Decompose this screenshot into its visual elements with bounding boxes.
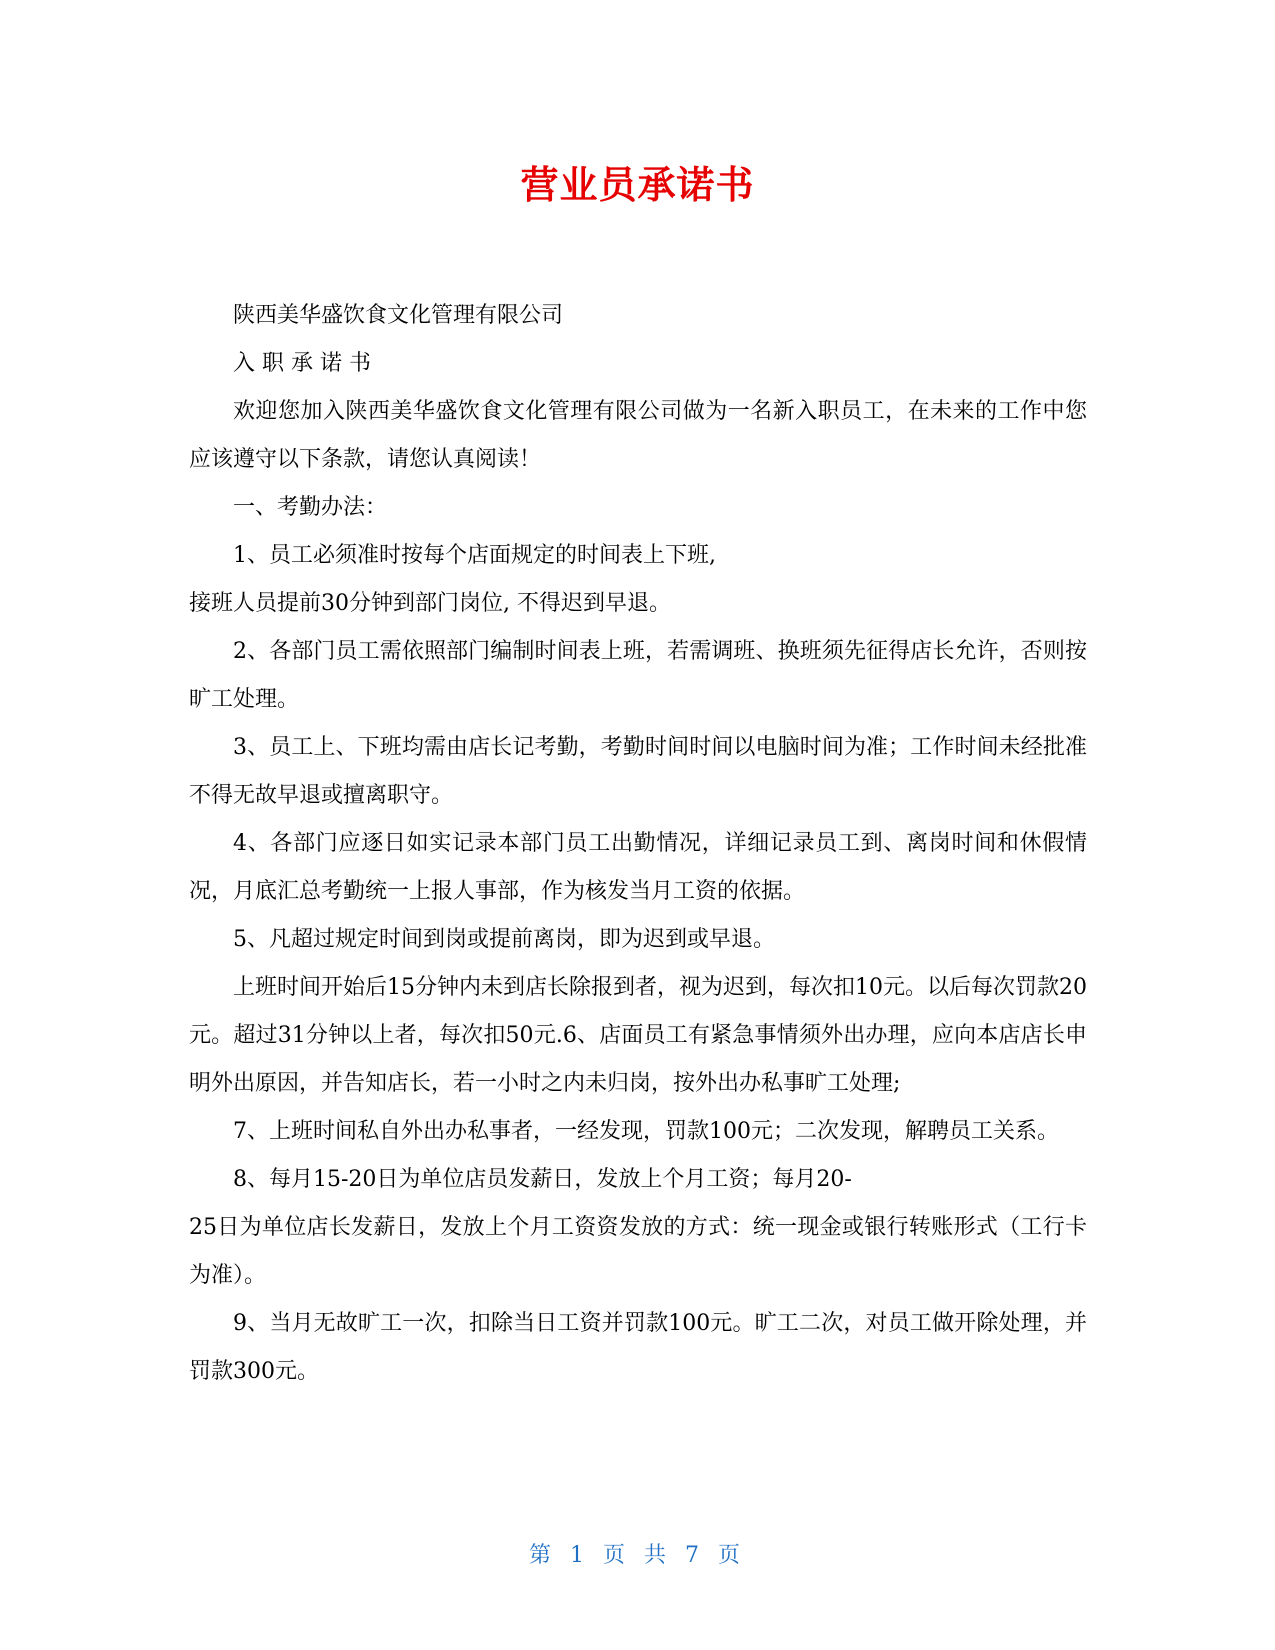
section-heading: 一、考勤办法： (233, 495, 388, 520)
clause-1-line-2: 接班人员提前30分钟到部门岗位, 不得迟到早退。 (189, 591, 671, 616)
clause-9: 9、当月无故旷工一次，扣除当日工资并罚款100元。旷工二次，对员工做开除处理，并罚款300元。 (189, 1311, 1087, 1384)
document-body (189, 292, 1087, 1396)
page-footer: 第 1 页 共 7 页 (529, 1543, 746, 1568)
clause-4: 4、各部门应逐日如实记录本部门员工出勤情况，详细记录员工到、离岗时间和休假情况，月底汇总考勤统一上报人事部，作为核发当月工资的依据。 (189, 831, 1087, 904)
clause-5-detail: 上班时间开始后15分钟内未到店长除报到者，视为迟到，每次扣10元。以后每次罚款20元。超过31分钟以上者，每次扣50元.6、店面员工有紧急事情须外出办理，应向本店店长申明外出原因，并告知店长，若一小时之内未归岗，按外出办私事旷工处理; (189, 975, 1087, 1096)
document-title: 营业员承诺书 (520, 163, 755, 207)
clause-2: 2、各部门员工需依照部门编制时间表上班，若需调班、换班须先征得店长允许，否则按旷工处理。 (189, 639, 1087, 712)
clause-5: 5、凡超过规定时间到岗或提前离岗，即为迟到或早退。 (233, 927, 775, 952)
subheading: 入 职 承 诺 书 (233, 351, 371, 376)
clause-1-line-1: 1、员工必须准时按每个店面规定的时间表上下班, (233, 543, 716, 568)
clause-7: 7、上班时间私自外出办私事者，一经发现，罚款100元；二次发现，解聘员工关系。 (233, 1119, 1059, 1144)
clause-3: 3、员工上、下班均需由店长记考勤，考勤时间时间以电脑时间为准；工作时间未经批准不得无故早退或擅离职守。 (189, 735, 1087, 808)
welcome-paragraph: 欢迎您加入陕西美华盛饮食文化管理有限公司做为一名新入职员工，在未来的工作中您应该遵守以下条款，请您认真阅读！ (189, 399, 1087, 472)
clause-8-line-2: 25日为单位店长发薪日，发放上个月工资资发放的方式：统一现金或银行转账形式（工行卡为准）。 (189, 1215, 1087, 1288)
company-name: 陕西美华盛饮食文化管理有限公司 (233, 303, 564, 328)
clause-8-line-1: 8、每月15-20日为单位店员发薪日，发放上个月工资；每月20- (233, 1167, 852, 1192)
